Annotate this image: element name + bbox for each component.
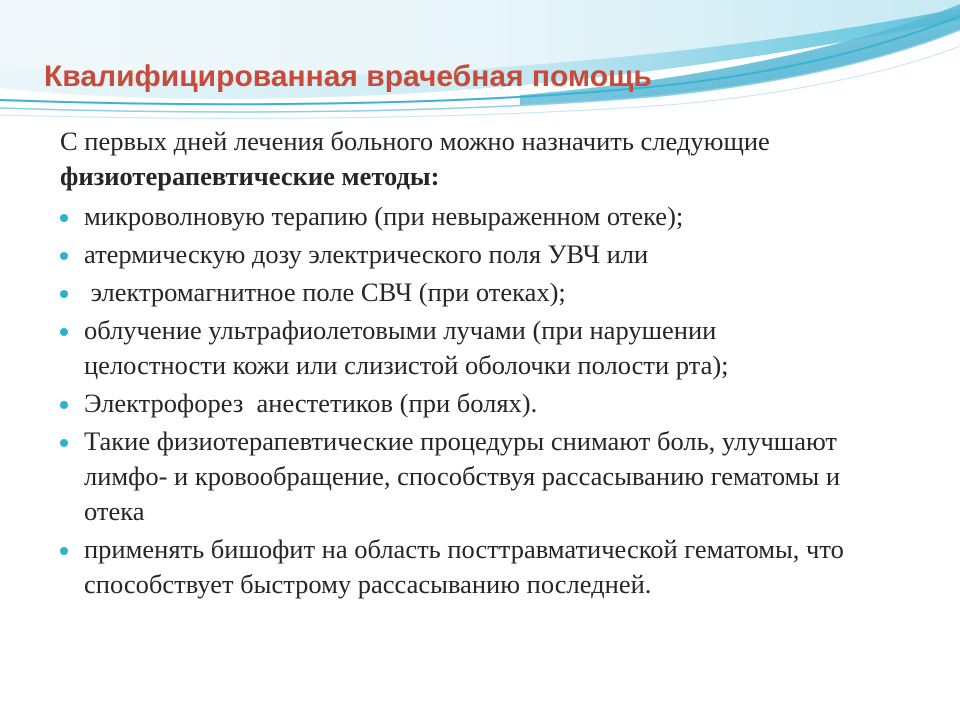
- intro-text: С первых дней лечения больного можно назначить следующие: [60, 126, 770, 156]
- slide-body: [60, 124, 860, 605]
- bullet-icon: [60, 547, 68, 555]
- list-item: [60, 532, 860, 602]
- intro-paragraph: [60, 124, 860, 194]
- slide-title: Квалифицированная врачебная помощь: [44, 60, 652, 93]
- list-item-text: Электрофорез анестетиков (при болях).: [84, 388, 538, 418]
- list-item-text: Такие физиотерапевтические процедуры снимают боль, улучшают лимфо- и кровообращение, способствуя рассасыванию гематомы и отека: [84, 426, 841, 526]
- list-item-text: применять бишофит на область посттравматической гематомы, что способствует быстрому рассасыванию последней.: [84, 534, 844, 599]
- intro-bold-text: физиотерапевтические методы:: [60, 161, 440, 191]
- list-item-text: атермическую дозу электрического поля УВЧ или: [84, 239, 649, 269]
- list-item-text: облучение ультрафиолетовыми лучами (при нарушении целостности кожи или слизистой оболочки полости рта);: [84, 315, 729, 380]
- list-item-text: микроволновую терапию (при невыраженном отеке);: [84, 201, 684, 231]
- bullet-icon: [60, 290, 68, 298]
- list-item-text: электромагнитное поле СВЧ (при отеках);: [84, 277, 566, 307]
- list-item: [60, 386, 860, 421]
- bullet-list: [60, 199, 860, 602]
- bullet-icon: [60, 401, 68, 409]
- list-item: [60, 313, 860, 383]
- bullet-icon: [60, 439, 68, 447]
- list-item: [60, 424, 860, 529]
- list-item: [60, 199, 860, 234]
- bullet-icon: [60, 328, 68, 336]
- list-item: [60, 275, 860, 310]
- list-item: [60, 237, 860, 272]
- bullet-icon: [60, 214, 68, 222]
- bullet-icon: [60, 252, 68, 260]
